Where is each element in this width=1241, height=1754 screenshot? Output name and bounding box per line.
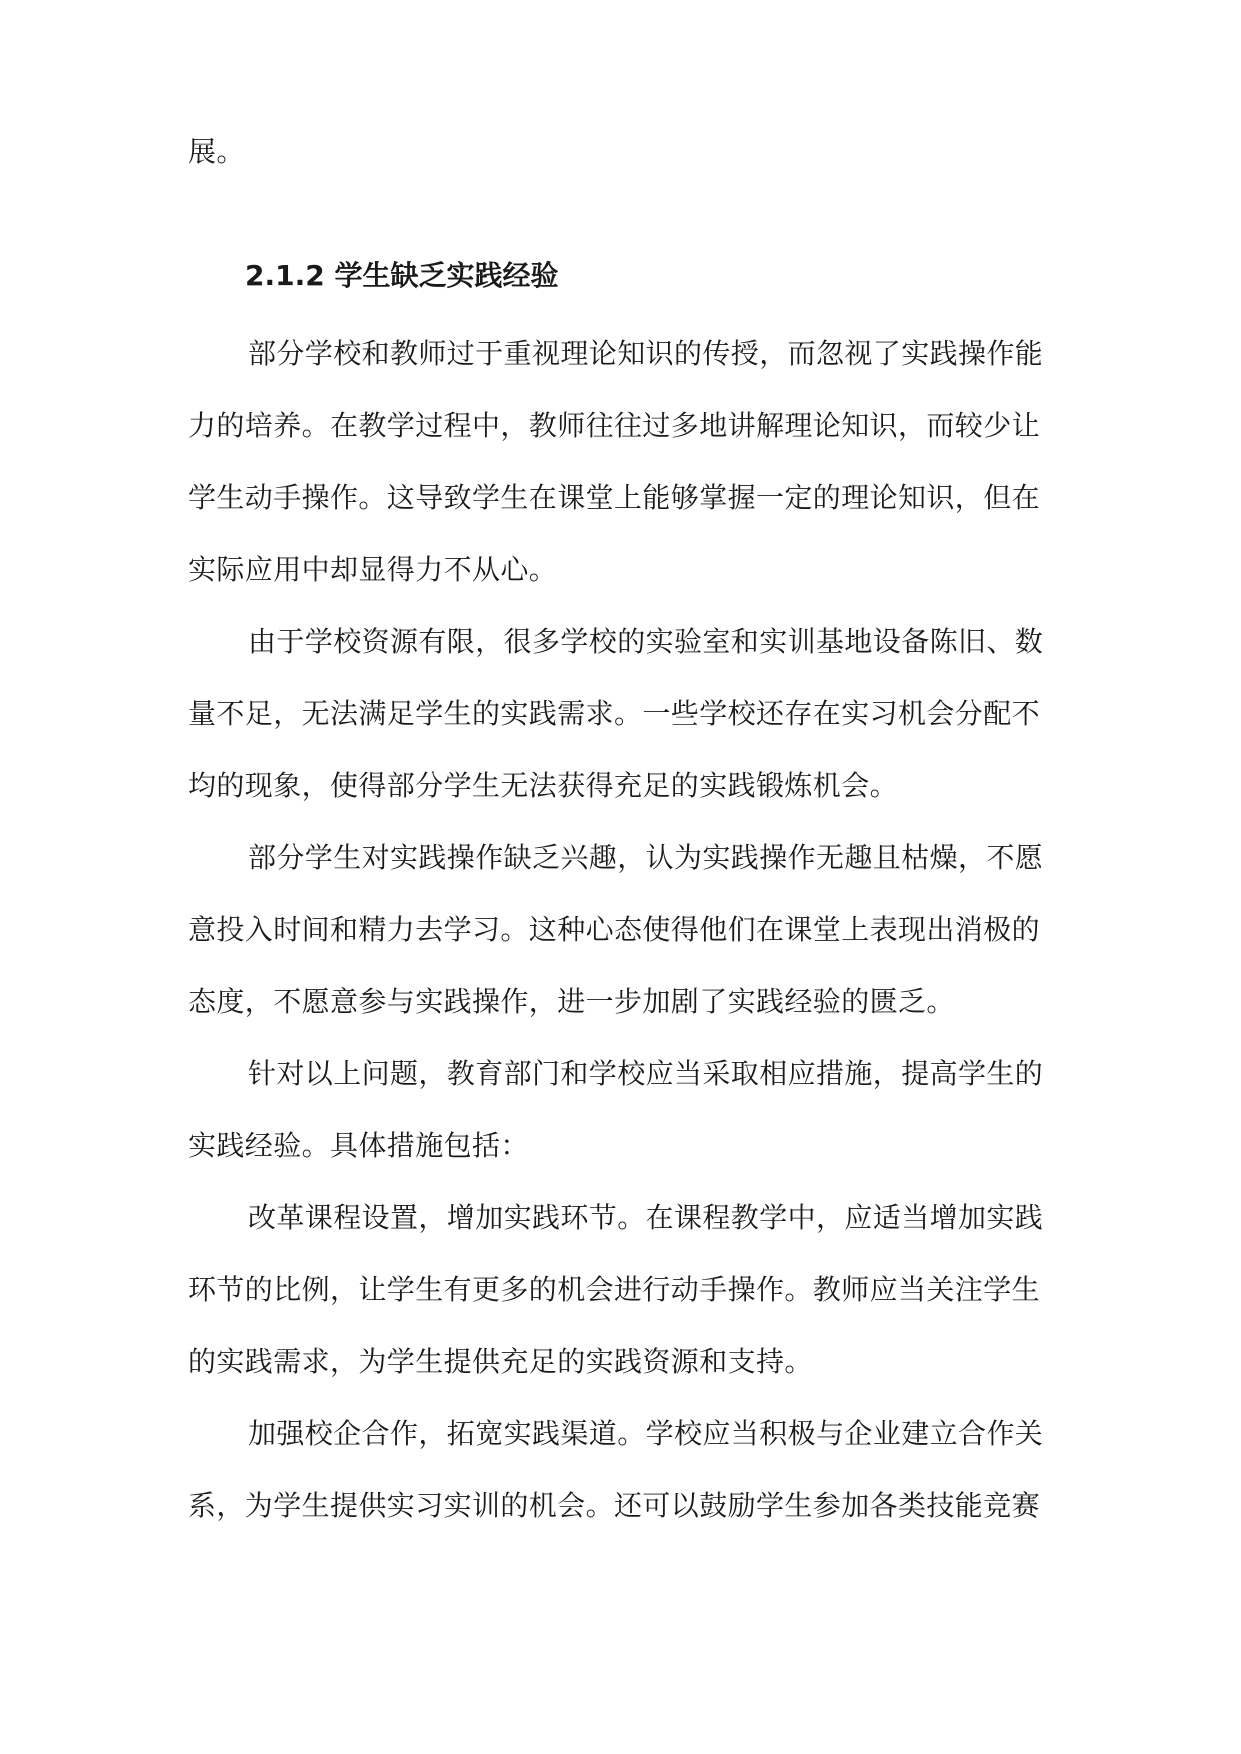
text-line: 改革课程设置，增加实践环节。在课程教学中，应适当增加实践: [248, 1201, 1044, 1234]
text-line: 系，为学生提供实习实训的机会。还可以鼓励学生参加各类技能竞赛: [188, 1489, 1041, 1522]
text-line: 实践经验。具体措施包括：: [188, 1129, 529, 1162]
text-line: 环节的比例，让学生有更多的机会进行动手操作。教师应当关注学生: [188, 1273, 1041, 1306]
text-line: 展。: [188, 135, 245, 168]
text-line: 部分学校和教师过于重视理论知识的传授，而忽视了实践操作能: [248, 337, 1044, 370]
text-line: 力的培养。在教学过程中，教师往往过多地讲解理论知识，而较少让: [188, 409, 1041, 442]
text-line: 由于学校资源有限，很多学校的实验室和实训基地设备陈旧、数: [248, 625, 1044, 658]
section-heading: 2.1.2 学生缺乏实践经验: [245, 259, 559, 292]
text-line: 加强校企合作，拓宽实践渠道。学校应当积极与企业建立合作关: [248, 1417, 1044, 1450]
text-line: 态度，不愿意参与实践操作，进一步加剧了实践经验的匮乏。: [188, 985, 955, 1018]
text-line: 均的现象，使得部分学生无法获得充足的实践锻炼机会。: [188, 769, 899, 802]
paragraph-1: [188, 318, 1052, 606]
text-line: 针对以上问题，教育部门和学校应当采取相应措施，提高学生的: [248, 1057, 1044, 1090]
paragraph-3: [188, 822, 1052, 1038]
text-line: 的实践需求，为学生提供充足的实践资源和支持。: [188, 1345, 813, 1378]
continuation-text: [188, 116, 1052, 188]
text-line: 部分学生对实践操作缺乏兴趣，认为实践操作无趣且枯燥，不愿: [248, 841, 1044, 874]
paragraph-2: [188, 606, 1052, 822]
text-line: 量不足，无法满足学生的实践需求。一些学校还存在实习机会分配不: [188, 697, 1041, 730]
text-line: 意投入时间和精力去学习。这种心态使得他们在课堂上表现出消极的: [188, 913, 1041, 946]
text-line: 实际应用中却显得力不从心。: [188, 553, 558, 586]
paragraph-5: [188, 1182, 1052, 1398]
text-line: 学生动手操作。这导致学生在课堂上能够掌握一定的理论知识，但在: [188, 481, 1041, 514]
paragraph-4: [188, 1038, 1052, 1182]
paragraph-6: [188, 1398, 1052, 1542]
